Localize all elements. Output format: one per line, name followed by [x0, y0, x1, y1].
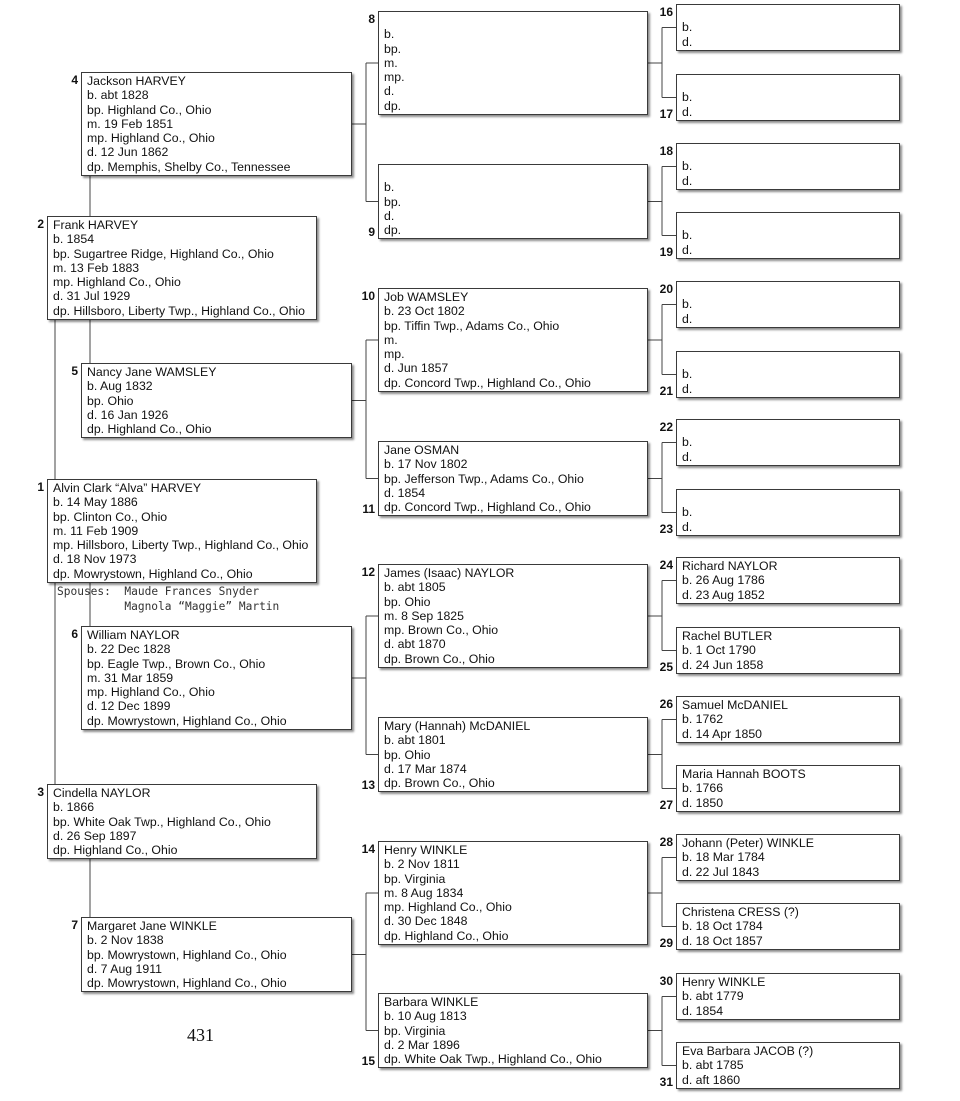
person-box-4	[81, 72, 352, 176]
person-box-21	[676, 351, 900, 398]
person-fact: d. 24 Jun 1858	[682, 657, 764, 672]
person-fact: dp. Brown Co., Ohio	[384, 651, 495, 666]
person-box-17	[676, 74, 900, 121]
person-name: Henry WINKLE	[682, 975, 766, 989]
person-number: 26	[659, 697, 673, 711]
person-fact: bp. Virginia	[384, 871, 446, 886]
person-name: Samuel McDANIEL	[682, 698, 788, 712]
person-fact: b. 1766	[682, 781, 724, 796]
person-number: 5	[71, 364, 78, 378]
person-fact: d.	[682, 311, 693, 326]
person-number: 23	[659, 522, 673, 536]
person-fact: d. 18 Nov 1973	[53, 552, 137, 567]
person-fact: b. 26 Aug 1786	[682, 573, 765, 588]
person-box-8	[378, 11, 648, 115]
person-fact: m.	[384, 55, 398, 70]
person-box-14	[378, 841, 648, 945]
person-number: 7	[71, 918, 78, 932]
person-fact: dp.	[384, 223, 402, 238]
person-box-27	[676, 765, 900, 812]
person-box-11	[378, 441, 648, 516]
person-box-12	[378, 564, 648, 668]
person-fact: b.	[682, 505, 693, 520]
person-number: 10	[361, 289, 375, 303]
person-box-30	[676, 973, 900, 1020]
person-number: 31	[659, 1075, 673, 1089]
person-fact: m. 31 Mar 1859	[87, 670, 174, 685]
person-number: 8	[368, 12, 375, 26]
person-number: 21	[659, 384, 673, 398]
person-name	[682, 421, 899, 435]
person-fact: dp. Mowrystown, Highland Co., Ohio	[53, 566, 253, 581]
person-name: Eva Barbara JACOB (?)	[682, 1044, 814, 1058]
person-box-19	[676, 212, 900, 259]
person-name	[384, 13, 647, 27]
person-fact: bp.	[384, 41, 402, 56]
person-fact: d. 26 Sep 1897	[53, 828, 137, 843]
person-name: Margaret Jane WINKLE	[87, 919, 217, 933]
person-number: 12	[361, 565, 375, 579]
person-number: 29	[659, 936, 673, 950]
person-name: Alvin Clark “Alva” HARVEY	[53, 481, 202, 495]
person-fact: bp. Mowrystown, Highland Co., Ohio	[87, 947, 287, 962]
person-box-6	[81, 626, 352, 730]
person-number: 4	[71, 73, 78, 87]
person-fact: d. 30 Dec 1848	[384, 914, 468, 929]
person-fact: dp. Concord Twp., Highland Co., Ohio	[384, 500, 591, 515]
person-fact: dp. Highland Co., Ohio	[384, 928, 509, 943]
person-number: 20	[659, 282, 673, 296]
person-fact: d. 14 Apr 1850	[682, 726, 762, 741]
person-fact: d. abt 1870	[384, 637, 446, 652]
person-fact: d. 2 Mar 1896	[384, 1037, 460, 1052]
person-fact: d. Jun 1857	[384, 361, 449, 376]
person-fact: bp. Tiffin Twp., Adams Co., Ohio	[384, 318, 560, 333]
person-fact: b. 2 Nov 1838	[87, 933, 164, 948]
person-fact: d.	[682, 104, 693, 119]
person-fact: mp.	[384, 347, 405, 362]
person-box-2	[47, 216, 317, 320]
person-fact: b.	[384, 180, 395, 195]
person-number: 15	[361, 1054, 375, 1068]
person-number: 28	[659, 835, 673, 849]
person-box-26	[676, 696, 900, 743]
person-fact: d. 31 Jul 1929	[53, 289, 131, 304]
person-fact: bp. Ohio	[384, 747, 431, 762]
person-box-7	[81, 917, 352, 992]
person-fact: m. 8 Aug 1834	[384, 885, 464, 900]
person-name: Barbara WINKLE	[384, 995, 479, 1009]
person-number: 1	[37, 480, 44, 494]
person-fact: d.	[682, 34, 693, 49]
person-number: 24	[659, 558, 673, 572]
person-fact: d.	[682, 173, 693, 188]
person-number: 22	[659, 420, 673, 434]
person-fact: d. 18 Oct 1857	[682, 933, 763, 948]
person-name: Richard NAYLOR	[682, 559, 778, 573]
person-name: Job WAMSLEY	[384, 290, 469, 304]
person-fact: bp.	[384, 194, 402, 209]
person-fact: dp. Memphis, Shelby Co., Tennessee	[87, 159, 291, 174]
page-number: 431	[187, 1025, 214, 1045]
person-fact: b. 1866	[53, 800, 95, 815]
person-fact: mp. Brown Co., Ohio	[384, 623, 499, 638]
person-number: 14	[361, 842, 375, 856]
person-fact: d. 12 Jun 1862	[87, 145, 169, 160]
person-fact: bp. Jefferson Twp., Adams Co., Ohio	[384, 471, 584, 486]
person-fact: b.	[682, 228, 693, 243]
person-number: 2	[37, 217, 44, 231]
person-box-20	[676, 281, 900, 328]
person-number: 9	[368, 225, 375, 239]
person-fact: b.	[682, 20, 693, 35]
person-box-15	[378, 993, 648, 1068]
person-number: 3	[37, 785, 44, 799]
person-fact: b.	[384, 27, 395, 42]
person-fact: d. 1854	[384, 485, 426, 500]
person-number: 13	[361, 778, 375, 792]
spouse-name-1: Maude Frances Snyder	[124, 585, 260, 598]
person-fact: bp. Highland Co., Ohio	[87, 102, 212, 117]
person-fact: dp. Highland Co., Ohio	[87, 422, 212, 437]
person-fact: d.	[682, 242, 693, 257]
person-number: 18	[659, 144, 673, 158]
person-number: 19	[659, 245, 673, 259]
person-fact: dp. Mowrystown, Highland Co., Ohio	[87, 976, 287, 991]
person-box-16	[676, 4, 900, 51]
person-fact: dp. Concord Twp., Highland Co., Ohio	[384, 375, 591, 390]
person-name: Nancy Jane WAMSLEY	[87, 365, 217, 379]
person-fact: d. 23 Aug 1852	[682, 587, 765, 602]
person-fact: m. 8 Sep 1825	[384, 608, 464, 623]
person-fact: bp. White Oak Twp., Highland Co., Ohio	[53, 814, 271, 829]
person-fact: b. 23 Oct 1802	[384, 304, 465, 319]
person-name: James (Isaac) NAYLOR	[384, 566, 515, 580]
spouse-name-2: Magnola “Maggie” Martin	[124, 600, 280, 613]
person-fact: dp. Highland Co., Ohio	[53, 843, 178, 858]
person-fact: b. 14 May 1886	[53, 495, 138, 510]
person-fact: b.	[682, 90, 693, 105]
person-fact: b.	[682, 159, 693, 174]
person-fact: d. 16 Jan 1926	[87, 407, 169, 422]
person-name: Johann (Peter) WINKLE	[682, 836, 814, 850]
person-fact: m.	[384, 332, 398, 347]
person-fact: d.	[682, 519, 693, 534]
person-fact: dp. Brown Co., Ohio	[384, 776, 495, 791]
person-fact: bp. Sugartree Ridge, Highland Co., Ohio	[53, 246, 274, 261]
person-fact: b. 10 Aug 1813	[384, 1009, 467, 1024]
person-number: 27	[659, 798, 673, 812]
person-fact: d.	[682, 381, 693, 396]
person-box-18	[676, 143, 900, 190]
person-box-10	[378, 288, 648, 392]
person-fact: dp. Hillsboro, Liberty Twp., Highland Co., Ohio	[53, 303, 305, 318]
person-fact: b.	[682, 297, 693, 312]
person-fact: d. 12 Dec 1899	[87, 699, 171, 714]
person-fact: bp. Virginia	[384, 1023, 446, 1038]
person-fact: d. 22 Jul 1843	[682, 864, 760, 879]
person-fact: mp. Highland Co., Ohio	[384, 900, 512, 915]
person-fact: dp. Mowrystown, Highland Co., Ohio	[87, 713, 287, 728]
person-fact: b. abt 1828	[87, 88, 149, 103]
person-name: Cindella NAYLOR	[53, 786, 151, 800]
person-number: 25	[659, 660, 673, 674]
person-fact: mp. Highland Co., Ohio	[53, 275, 181, 290]
person-number: 16	[659, 5, 673, 19]
person-box-31	[676, 1042, 900, 1089]
person-name: Rachel BUTLER	[682, 629, 773, 643]
person-fact: d. 1850	[682, 795, 724, 810]
person-name	[682, 491, 899, 505]
person-number: 30	[659, 974, 673, 988]
person-box-29	[676, 903, 900, 950]
person-box-9	[378, 164, 648, 239]
person-fact: d. 17 Mar 1874	[384, 761, 467, 776]
person-name: Jackson HARVEY	[87, 74, 186, 88]
person-fact: mp.	[384, 70, 405, 85]
person-fact: b. 1 Oct 1790	[682, 643, 756, 658]
person-name	[384, 166, 647, 180]
person-name	[682, 353, 899, 367]
person-fact: d.	[384, 208, 395, 223]
person-name	[682, 214, 899, 228]
person-fact: mp. Highland Co., Ohio	[87, 131, 215, 146]
person-name	[682, 6, 899, 20]
person-fact: b. 18 Mar 1784	[682, 850, 765, 865]
person-fact: b. 2 Nov 1811	[384, 857, 460, 872]
person-fact: dp. White Oak Twp., Highland Co., Ohio	[384, 1052, 602, 1067]
person-fact: bp. Ohio	[87, 393, 134, 408]
person-name	[682, 283, 899, 297]
person-fact: b. 18 Oct 1784	[682, 919, 763, 934]
spouses-note	[57, 584, 279, 614]
person-fact: d.	[682, 449, 693, 464]
person-number: 11	[362, 502, 375, 516]
person-fact: dp.	[384, 98, 402, 113]
person-fact: d. 1854	[682, 1003, 724, 1018]
person-fact: mp. Hillsboro, Liberty Twp., Highland Co., Ohio	[53, 538, 309, 553]
person-name	[682, 145, 899, 159]
person-fact: b. 22 Dec 1828	[87, 642, 171, 657]
person-name	[682, 76, 899, 90]
person-box-25	[676, 627, 900, 674]
person-fact: b. abt 1785	[682, 1058, 744, 1073]
person-number: 6	[71, 627, 78, 641]
person-name: William NAYLOR	[87, 628, 180, 642]
person-fact: d. aft 1860	[682, 1072, 741, 1087]
person-fact: b. 17 Nov 1802	[384, 457, 468, 472]
person-fact: bp. Eagle Twp., Brown Co., Ohio	[87, 656, 266, 671]
person-box-24	[676, 557, 900, 604]
person-fact: m. 11 Feb 1909	[53, 523, 139, 538]
person-name: Maria Hannah BOOTS	[682, 767, 806, 781]
person-fact: b. abt 1805	[384, 580, 446, 595]
person-fact: b.	[682, 435, 693, 450]
person-fact: b. 1762	[682, 712, 724, 727]
person-number: 17	[659, 107, 673, 121]
person-fact: b. Aug 1832	[87, 379, 153, 394]
person-fact: mp. Highland Co., Ohio	[87, 685, 215, 700]
person-box-23	[676, 489, 900, 536]
person-box-3	[47, 784, 317, 859]
person-name: Christena CRESS (?)	[682, 905, 799, 919]
person-fact: b. abt 1779	[682, 989, 744, 1004]
person-box-22	[676, 419, 900, 466]
person-fact: b.	[682, 367, 693, 382]
person-name: Jane OSMAN	[384, 443, 460, 457]
person-box-1	[47, 479, 317, 583]
spouses-label: Spouses:	[57, 585, 111, 598]
person-box-13	[378, 717, 648, 792]
person-fact: bp. Clinton Co., Ohio	[53, 509, 168, 524]
person-fact: m. 13 Feb 1883	[53, 260, 140, 275]
person-fact: b. abt 1801	[384, 733, 446, 748]
person-box-28	[676, 834, 900, 881]
person-fact: bp. Ohio	[384, 594, 431, 609]
person-name: Mary (Hannah) McDANIEL	[384, 719, 531, 733]
person-name: Henry WINKLE	[384, 843, 468, 857]
person-fact: d. 7 Aug 1911	[87, 961, 162, 976]
person-fact: d.	[384, 84, 395, 99]
person-name: Frank HARVEY	[53, 218, 139, 232]
person-box-5	[81, 363, 352, 438]
person-fact: b. 1854	[53, 232, 95, 247]
person-fact: m. 19 Feb 1851	[87, 116, 174, 131]
